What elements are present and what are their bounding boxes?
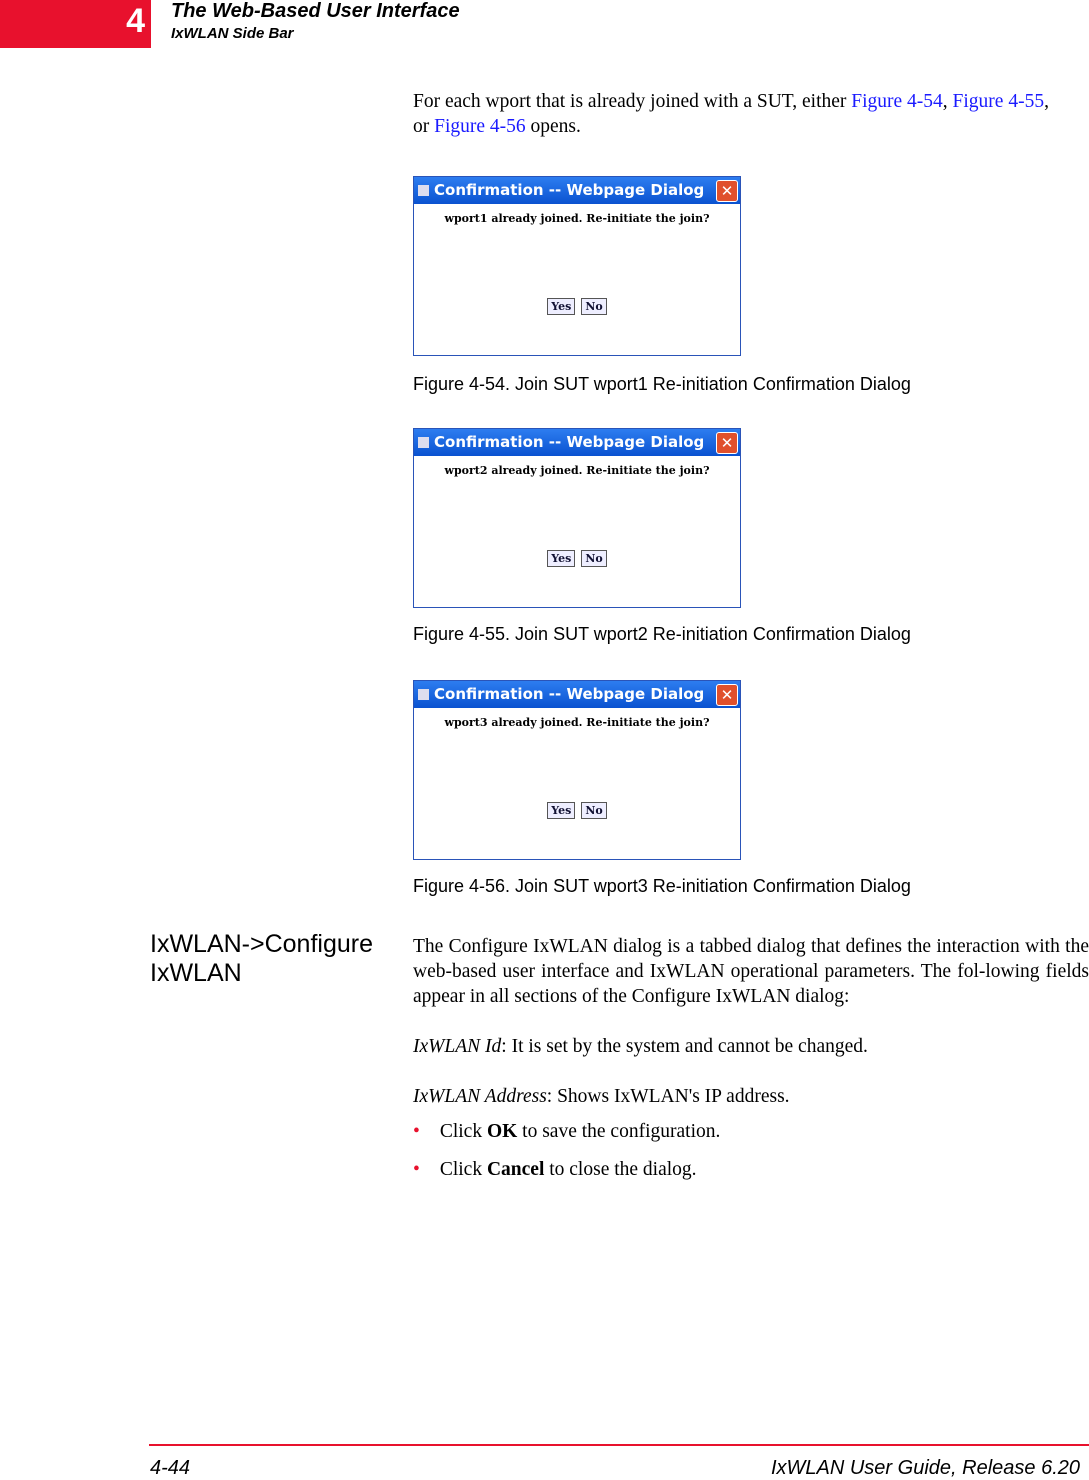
bullet-text: Click xyxy=(439,1121,487,1142)
figure-link[interactable]: Figure 4-54 xyxy=(851,91,943,112)
dialog-titlebar xyxy=(414,681,740,708)
header-title: The Web-Based User Interface xyxy=(171,0,460,22)
yes-button[interactable]: Yes xyxy=(547,802,575,819)
field-description xyxy=(413,1084,1089,1109)
close-icon[interactable]: ✕ xyxy=(716,684,738,706)
field-term: IxWLAN Id xyxy=(413,1036,502,1057)
confirmation-dialog xyxy=(413,428,741,608)
dialog-title: Confirmation -- Webpage Dialog xyxy=(434,433,705,451)
page-icon xyxy=(418,689,429,700)
page-icon xyxy=(418,185,429,196)
footer-rule xyxy=(149,1444,1089,1446)
heading-line: IxWLAN->Configure xyxy=(150,930,373,958)
bullet-item xyxy=(413,1121,720,1143)
bullet-icon: • xyxy=(413,1121,420,1142)
page-number: 4-44 xyxy=(150,1457,191,1479)
dialog-titlebar xyxy=(414,429,740,456)
field-text: : Shows IxWLAN's IP address. xyxy=(546,1086,790,1107)
separator: , xyxy=(1044,91,1049,112)
no-button[interactable]: No xyxy=(581,298,606,315)
dialog-title: Confirmation -- Webpage Dialog xyxy=(434,685,705,703)
bullet-icon: • xyxy=(413,1159,420,1180)
confirmation-dialog xyxy=(413,176,741,356)
figure-caption: Figure 4-54. Join SUT wport1 Re-initiation Confirmation Dialog xyxy=(413,374,911,394)
intro-text: For each wport that is already joined with a SUT, either xyxy=(413,91,852,112)
close-icon[interactable]: ✕ xyxy=(716,432,738,454)
chapter-number: 4 xyxy=(126,2,145,40)
bullet-bold: Cancel xyxy=(486,1159,545,1180)
page-icon xyxy=(418,437,429,448)
field-description xyxy=(413,1034,1089,1059)
dialog-message: wport3 already joined. Re-initiate the join? xyxy=(444,716,710,729)
section-heading xyxy=(150,930,373,988)
no-button[interactable]: No xyxy=(581,802,606,819)
chapter-tab xyxy=(0,0,151,48)
dialog-title: Confirmation -- Webpage Dialog xyxy=(434,181,705,199)
intro-text: or xyxy=(413,116,435,137)
close-icon[interactable]: ✕ xyxy=(716,180,738,202)
bullet-text: to save the configuration. xyxy=(517,1121,721,1142)
heading-line: IxWLAN xyxy=(150,959,242,987)
yes-button[interactable]: Yes xyxy=(547,550,575,567)
figure-link[interactable]: Figure 4-56 xyxy=(434,116,526,137)
header-subtitle: IxWLAN Side Bar xyxy=(171,25,294,42)
dialog-message: wport2 already joined. Re-initiate the join? xyxy=(444,464,710,477)
separator: , xyxy=(942,91,953,112)
field-term: IxWLAN Address xyxy=(413,1086,547,1107)
figure-caption: Figure 4-56. Join SUT wport3 Re-initiation Confirmation Dialog xyxy=(413,876,911,896)
bullet-bold: OK xyxy=(486,1121,518,1142)
yes-button[interactable]: Yes xyxy=(547,298,575,315)
intro-paragraph xyxy=(413,89,1089,139)
dialog-titlebar xyxy=(414,177,740,204)
intro-text: opens. xyxy=(525,116,581,137)
bullet-text: to close the dialog. xyxy=(544,1159,697,1180)
section-paragraph: The Configure IxWLAN dialog is a tabbed dialog that defines the interaction with the web-based user interface and IxWLAN operational parameters. The fol-lowing fields appear in all sections of the Configure IxWLAN dialog: xyxy=(413,936,1089,1007)
no-button[interactable]: No xyxy=(581,550,606,567)
bullet-item xyxy=(413,1159,697,1181)
bullet-text: Click xyxy=(439,1159,487,1180)
document-title: IxWLAN User Guide, Release 6.20 xyxy=(770,1457,1080,1479)
confirmation-dialog xyxy=(413,680,741,860)
figure-link[interactable]: Figure 4-55 xyxy=(952,91,1045,112)
figure-caption: Figure 4-55. Join SUT wport2 Re-initiation Confirmation Dialog xyxy=(413,624,911,644)
field-text: : It is set by the system and cannot be changed. xyxy=(501,1036,868,1057)
dialog-message: wport1 already joined. Re-initiate the join? xyxy=(444,212,710,225)
